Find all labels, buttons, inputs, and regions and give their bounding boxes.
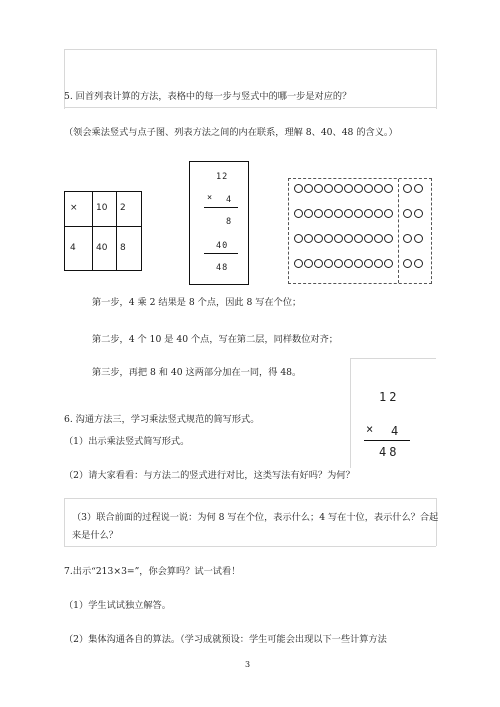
- dot: [344, 209, 353, 218]
- calc2-top: 12: [379, 390, 400, 404]
- step-1: 第一步，4 乘 2 结果是 8 个点，因此 8 写在个位；: [92, 297, 302, 308]
- vertical-calc-short: [350, 360, 420, 470]
- dot: [314, 234, 323, 243]
- dot-row-ones: [403, 234, 423, 244]
- dot: [384, 234, 393, 243]
- rule-3: [64, 498, 436, 499]
- section7-q1: （1）学生试试独立解答。: [64, 600, 171, 611]
- dot: [344, 259, 353, 268]
- dot-array-divider: [398, 179, 399, 283]
- dot: [403, 259, 412, 268]
- section6-q3-line2: 来是什么？: [72, 530, 118, 541]
- dot-row-tens: [294, 259, 393, 269]
- dot-array-diagram: [288, 178, 432, 284]
- dot: [334, 259, 343, 268]
- rule-2: [64, 107, 436, 108]
- dot: [294, 209, 303, 218]
- top-rule: [64, 49, 436, 50]
- dot-row-tens: [294, 234, 393, 244]
- table-cell-op: ×: [70, 203, 78, 213]
- dot: [294, 234, 303, 243]
- rule-4: [64, 546, 436, 547]
- dot: [314, 184, 323, 193]
- dot: [384, 209, 393, 218]
- dot: [414, 234, 423, 243]
- table-cell-40: 40: [96, 243, 108, 253]
- dot: [403, 234, 412, 243]
- calc2-op: ×: [366, 422, 377, 436]
- calc2-top-rule: [350, 358, 436, 359]
- dot: [414, 209, 423, 218]
- dot: [364, 234, 373, 243]
- dot: [304, 184, 313, 193]
- section5-title: 5. 回首列表计算的方法，表格中的每一步与竖式中的哪一步是对应的？: [64, 91, 352, 102]
- section6-title: 6. 沟通方法三，学习乘法竖式规范的简写形式。: [64, 414, 260, 425]
- dot: [374, 209, 383, 218]
- calc2-mul: 4: [391, 424, 402, 438]
- dot: [364, 184, 373, 193]
- dot: [384, 184, 393, 193]
- step-3: 第三步，再把 8 和 40 这两部分加在一同，得 48。: [92, 367, 302, 378]
- calc1-mul: 4: [226, 195, 233, 205]
- vertical-calc-expanded: [189, 161, 249, 285]
- dot: [354, 259, 363, 268]
- dot: [403, 184, 412, 193]
- dot: [354, 209, 363, 218]
- calc2-side-rule: [350, 358, 351, 468]
- calc1-top: 12: [216, 172, 229, 182]
- dot: [314, 259, 323, 268]
- dot: [344, 184, 353, 193]
- dot: [364, 259, 373, 268]
- calc1-op: ×: [207, 193, 214, 203]
- dot-row-ones: [403, 259, 423, 269]
- dot: [304, 209, 313, 218]
- dot: [354, 234, 363, 243]
- dot: [344, 234, 353, 243]
- dot-row-ones: [403, 209, 423, 219]
- left-margin-rule-2: [64, 498, 65, 546]
- dot: [374, 184, 383, 193]
- section6-q3-line1: （3）联合前面的过程说一说：为何 8 写在个位，表示什么；4 写在十位，表示什么？合起: [72, 512, 439, 523]
- dot: [384, 259, 393, 268]
- section6-q1: （1）出示乘法竖式简写形式。: [64, 436, 190, 447]
- dot: [364, 209, 373, 218]
- dot: [294, 259, 303, 268]
- dot: [374, 234, 383, 243]
- page-number: 3: [245, 660, 251, 669]
- dot: [324, 184, 333, 193]
- dot: [304, 259, 313, 268]
- section7-q2: （2）集体沟通各自的算法。（学习成就预设：学生可能会出现以下一些计算方法: [64, 634, 387, 645]
- dot: [334, 209, 343, 218]
- dot: [324, 209, 333, 218]
- dot: [334, 184, 343, 193]
- dot: [414, 184, 423, 193]
- section5-note: （领会乘法竖式与点子图、列表方法之间的内在联系，理解 8、40、48 的含义。）: [64, 127, 398, 138]
- dot: [324, 234, 333, 243]
- table-cell-2: 2: [120, 203, 126, 213]
- dot-row-ones: [403, 184, 423, 194]
- dot: [403, 209, 412, 218]
- right-margin-rule-1: [436, 49, 437, 109]
- dot: [324, 259, 333, 268]
- dot: [314, 209, 323, 218]
- dot: [294, 184, 303, 193]
- table-cell-4: 4: [70, 243, 76, 253]
- dot: [374, 259, 383, 268]
- dot-row-tens: [294, 184, 393, 194]
- section6-q2: （2）请大家看看：与方法二的竖式进行对比，这类写法有好吗？为何？: [64, 470, 355, 481]
- table-cell-10: 10: [96, 203, 108, 213]
- dot: [354, 184, 363, 193]
- calc1-sum: 48: [216, 263, 229, 273]
- section7-title: 7.出示“213×3=”，你会算吗？试一试看！: [64, 566, 241, 577]
- multiplication-table: [64, 191, 142, 271]
- step-2: 第二步，4 个 10 是 40 个点，写在第二层，同样数位对齐；: [92, 334, 338, 345]
- dot: [414, 259, 423, 268]
- dot: [334, 234, 343, 243]
- dot-row-tens: [294, 209, 393, 219]
- calc1-partial-2: 40: [216, 241, 229, 251]
- calc2-sum: 48: [379, 445, 400, 459]
- table-cell-8: 8: [120, 243, 126, 253]
- calc1-partial-1: 8: [226, 217, 233, 227]
- dot: [304, 234, 313, 243]
